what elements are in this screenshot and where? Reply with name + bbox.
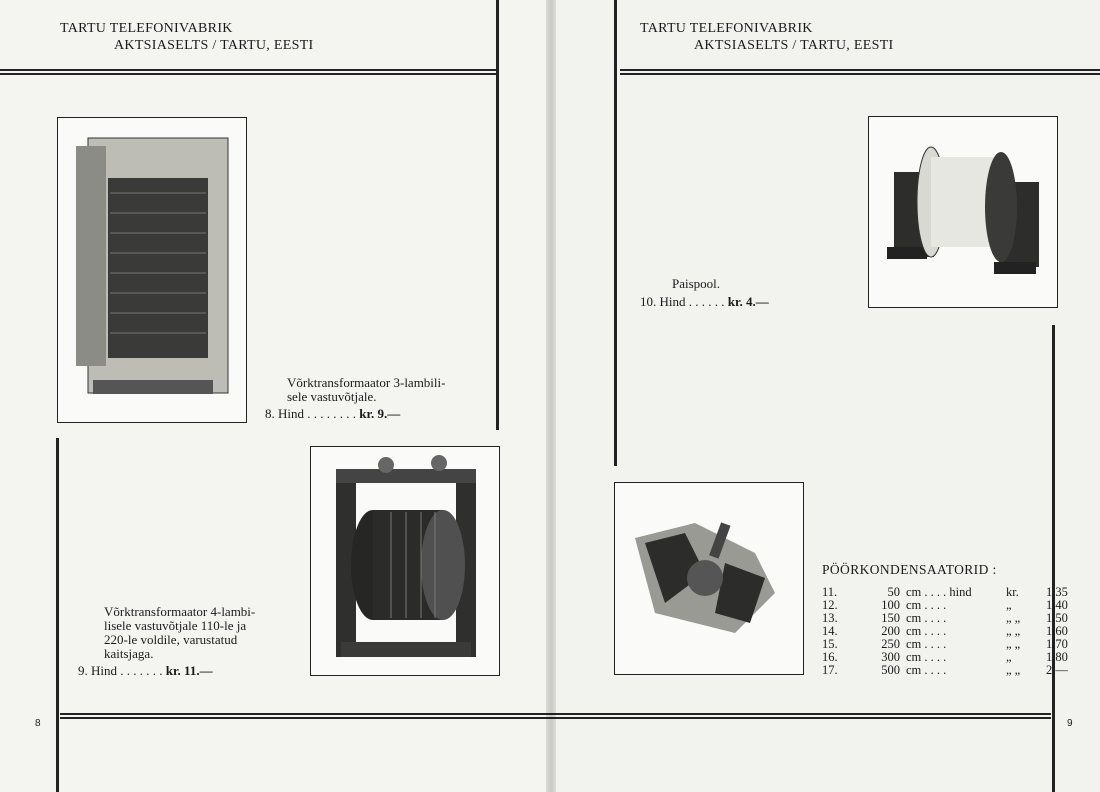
item10-caption: Paispool.: [672, 276, 721, 291]
left-vertical-rule-bottom: [56, 438, 59, 792]
header-line-1: TARTU TELEFONIVABRIK: [640, 21, 813, 36]
item8-caption-line: Võrktransformaator 3-lambili-: [287, 375, 446, 390]
capacitor-unit-leader: cm . . . . hind: [906, 585, 972, 599]
capacitor-unit-leader: cm . . . .: [906, 624, 947, 638]
capacitor-item-number: 13.: [822, 611, 838, 625]
capacitor-price: 1.40: [1046, 598, 1068, 612]
item9-price: [78, 663, 213, 679]
capacitor-item-number: 15.: [822, 637, 838, 651]
capacitor-unit-leader: cm . . . .: [906, 637, 947, 651]
capacitor-unit-leader: cm . . . .: [906, 663, 947, 677]
header-line-1: TARTU TELEFONIVABRIK: [60, 21, 233, 36]
book-gutter: [546, 0, 556, 792]
item8-caption-line: sele vastuvõtjale.: [287, 389, 377, 404]
item8-price-value: kr. 9.—: [359, 406, 401, 421]
capacitor-currency: „ „: [1006, 637, 1021, 651]
capacitor-item-number: 12.: [822, 598, 838, 612]
right-vertical-rule-top: [614, 0, 617, 466]
capacitor-price: 1.80: [1046, 650, 1068, 664]
page-number-left: 8: [35, 718, 41, 729]
capacitor-capacity: 150: [881, 611, 900, 625]
item8-price-label: 8. Hind . . . . . . . .: [265, 406, 356, 421]
capacitor-price: 1.60: [1046, 624, 1068, 638]
capacitor-unit-leader: cm . . . .: [906, 650, 947, 664]
item9-caption-line: lisele vastuvõtjale 110-le ja: [104, 618, 247, 633]
capacitor-capacity: 300: [881, 650, 900, 664]
item10-price: [640, 294, 769, 310]
right-vertical-rule-bottom: [1052, 325, 1055, 792]
left-header-rule: [0, 69, 496, 75]
capacitor-item-number: 11.: [822, 585, 838, 599]
item9-caption: [104, 605, 255, 661]
capacitor-unit-leader: cm . . . .: [906, 611, 947, 625]
item9-caption-line: 220-le voldile, varustatud: [104, 632, 238, 647]
left-footer-rule: [60, 713, 556, 719]
item8-price: [265, 406, 400, 422]
capacitor-item-number: 14.: [822, 624, 838, 638]
photo-variable-capacitor: [614, 482, 804, 675]
capacitor-currency: „ „: [1006, 663, 1021, 677]
capacitor-price: 1.35: [1046, 585, 1068, 599]
header-line-2: AKTSIASELTS / TARTU, EESTI: [694, 38, 894, 53]
capacitors-title: PÖÖRKONDENSAATORID :: [822, 562, 997, 577]
capacitor-capacity: 50: [887, 585, 900, 599]
capacitor-item-number: 16.: [822, 650, 838, 664]
capacitor-item-number: 17.: [822, 663, 838, 677]
capacitors-price-table: [822, 586, 1068, 677]
photo-transformer-3-lamp: [57, 117, 247, 423]
capacitor-capacity: 500: [881, 663, 900, 677]
capacitor-currency: „: [1006, 598, 1012, 612]
capacitor-currency: kr.: [1006, 585, 1019, 599]
right-header: [640, 20, 894, 54]
right-header-rule: [620, 69, 1100, 75]
capacitor-capacity: 250: [881, 637, 900, 651]
capacitor-capacity: 100: [881, 598, 900, 612]
capacitor-row: [822, 664, 1068, 677]
item10-price-label: 10. Hind . . . . . .: [640, 294, 725, 309]
photo-choke-coil: [868, 116, 1058, 308]
item9-price-value: kr. 11.—: [165, 663, 213, 678]
page-number-right: 9: [1067, 718, 1073, 729]
capacitor-capacity: 200: [881, 624, 900, 638]
capacitor-currency: „ „: [1006, 624, 1021, 638]
capacitor-currency: „ „: [1006, 611, 1021, 625]
capacitor-price: 1.70: [1046, 637, 1068, 651]
capacitor-currency: „: [1006, 650, 1012, 664]
capacitor-price: 2.—: [1046, 663, 1068, 677]
item10-price-value: kr. 4.—: [727, 294, 769, 309]
header-line-2: AKTSIASELTS / TARTU, EESTI: [114, 38, 314, 53]
photo-transformer-4-lamp: [310, 446, 500, 676]
left-vertical-rule-top: [496, 0, 499, 430]
left-header: [60, 20, 314, 54]
right-footer-rule: [556, 713, 1051, 719]
item8-caption: [287, 376, 445, 404]
item9-caption-line: kaitsjaga.: [104, 646, 154, 661]
capacitor-price: 1.50: [1046, 611, 1068, 625]
item9-price-label: 9. Hind . . . . . . .: [78, 663, 163, 678]
capacitor-unit-leader: cm . . . .: [906, 598, 947, 612]
item9-caption-line: Võrktransformaator 4-lambi-: [104, 604, 256, 619]
